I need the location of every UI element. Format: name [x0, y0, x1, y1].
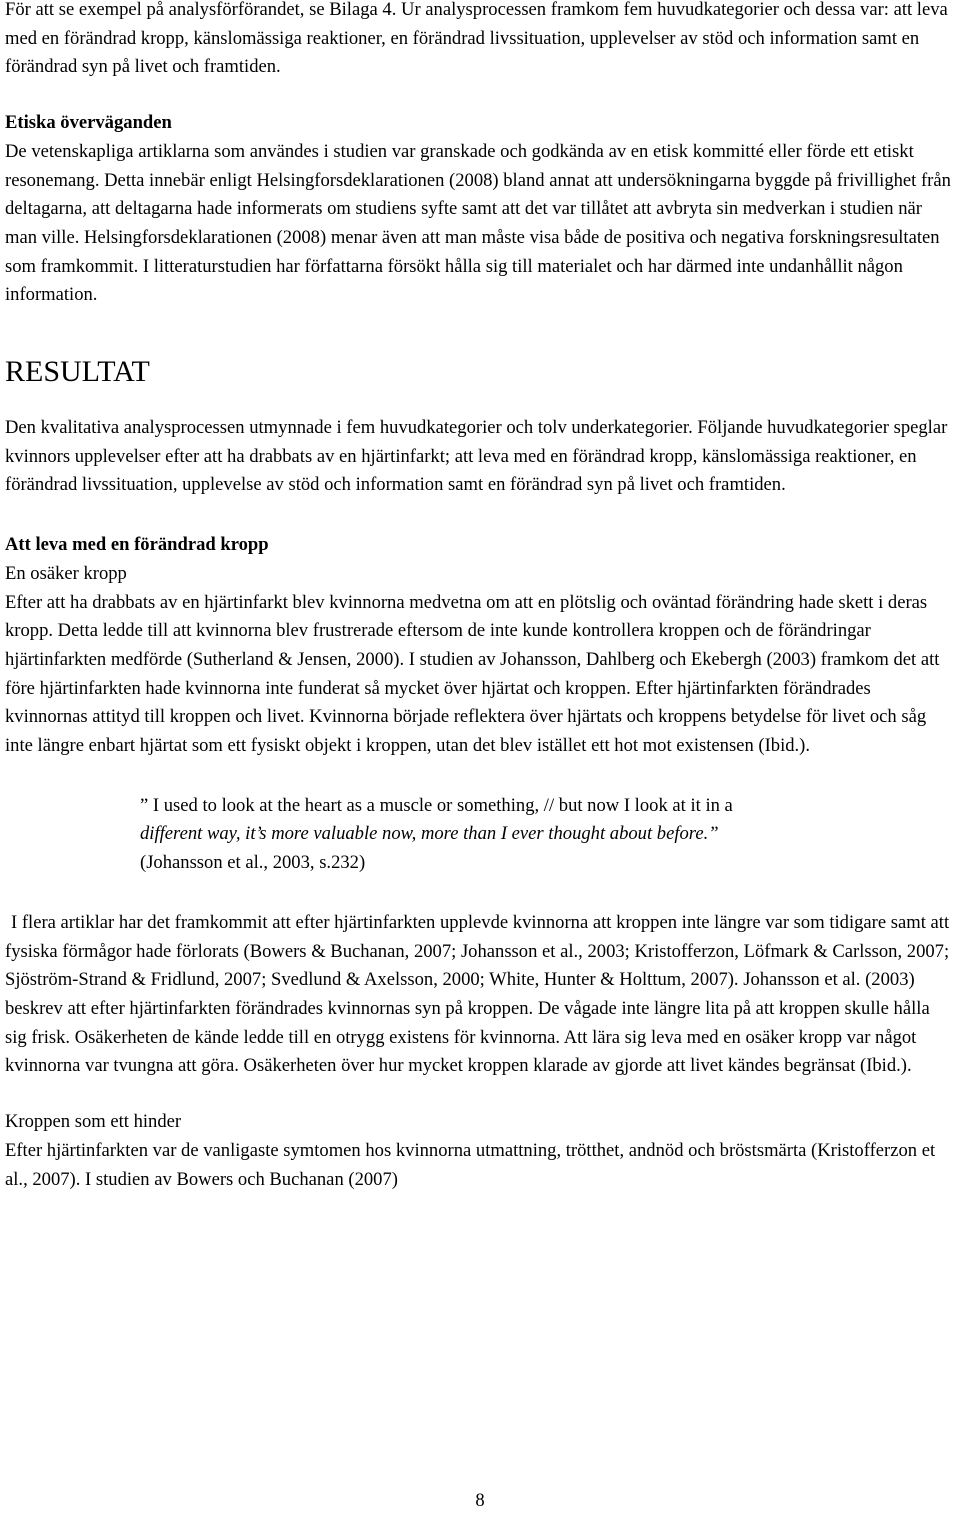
result-intro-paragraph: Den kvalitativa analysprocessen utmynnade i fem huvudkategorier och tolv underkategorier. Följande huvudkategorier speglar kvinnors upplevelser efter att ha drabbats av en hjärtinfarkt; att leva med en förändrad kropp, känslomässiga reaktioner, en förändrad livssituation, upplevelse av stöd och information samt en förändrad syn på livet och framtiden. — [5, 417, 948, 496]
subcategory-heading: En osäker kropp — [5, 562, 127, 584]
document-page — [5, 0, 955, 1194]
spacer — [5, 1081, 955, 1108]
spacer — [5, 878, 955, 909]
subcategory-heading: Kroppen som ett hinder — [5, 1111, 182, 1133]
quote-line: ” I used to look at the heart as a muscle or something, // but now I look at it in a — [140, 794, 733, 816]
page-number: 8 — [475, 1490, 485, 1511]
ethics-paragraph: De vetenskapliga artiklarna som användes i studien var granskade och godkända av en etisk kommitté eller förde ett etiskt resonemang. Detta innebär enligt Helsingforsdeklarationen (2008) bland annat att undersökningarna byggde på frivillighet från deltagarna, att deltagarna hade informerats om studiens syfte samt att det var tillåtet att avbryta sin medverkan i studien när man ville. Helsingforsdeklarationen (2008) menar även att man måste visa både de positiva och negativa forskningsresultaten som framkommit. I litteraturstudien har författarna försökt hålla sig till materialet och har därmed inte undanhållit någon information. — [5, 140, 951, 306]
subcategory-paragraph: Efter att ha drabbats av en hjärtinfarkt blev kvinnorna medvetna om att en plötslig och oväntad förändring hade skett i deras kropp. Detta ledde till att kvinnorna blev frustrerade eftersom de inte kunde kontrollera kroppen och de förändringar hjärtinfarkten medförde (Sutherland & Jensen, 2000). I studien av Johansson, Dahlberg och Ekebergh (2003) framkom det att före hjärtinfarkten hade kvinnorna inte funderat så mycket över hjärtat och kroppen. Efter hjärtinfarkten förändrades kvinnornas attityd till kroppen och livet. Kvinnorna började reflektera över hjärtats och kroppens betydelse för livet och såg inte längre enbart hjärtat som ett fysiskt objekt i kroppen, utan det blev istället ett hot mot existensen (Ibid.). — [5, 591, 940, 757]
subcategory-paragraph: Efter hjärtinfarkten var de vanligaste symtomen hos kvinnorna utmattning, trötthet, andnöd och bröstsmärta (Kristofferzon et al., 2007). I studien av Bowers och Buchanan (2007) — [5, 1139, 936, 1190]
subcategory-paragraph: I flera artiklar har det framkommit att efter hjärtinfarkten upplevde kvinnorna att kroppen inte längre var som tidigare samt att fysiska förmågor hade förlorats (Bowers & Buchanan, 2007; Johansson et al., 2003; Kristofferzon, Löfmark & Carlsson, 2007; Sjöström-Strand & Fridlund, 2007; Svedlund & Axelsson, 2000; White, Hunter & Holttum, 2007). Johansson et al. (2003) beskrev att efter hjärtinfarkten förändrades kvinnornas syn på kroppen. De vågade inte längre lita på att kroppen skulle hålla sig frisk. Osäkerheten de kände ledde till en otrygg existens för kvinnorna. Att lära sig leva med en osäker kropp var något kvinnorna var tvungna att göra. Osäkerheten över hur mycket kroppen klarade av gjorde att livet kändes begränsat (Ibid.). — [5, 911, 950, 1077]
quote-line-italic: different way, it’s more valuable now, more than I ever thought about before.” — [140, 823, 719, 845]
spacer — [5, 82, 955, 109]
intro-paragraph: För att se exempel på analysförförandet, se Bilaga 4. Ur analysprocessen framkom fem huvudkategorier och dessa var: att leva med en förändrad kropp, känslomässiga reaktioner, en förändrad livssituation, upplevelser av stöd och information samt en förändrad syn på livet och framtiden. — [5, 0, 948, 78]
category-heading: Att leva med en förändrad kropp — [5, 534, 269, 556]
result-section-title: RESULTAT — [5, 355, 150, 389]
spacer — [5, 500, 955, 531]
spacer — [5, 761, 955, 792]
quote-citation: (Johansson et al., 2003, s.232) — [140, 852, 366, 874]
block-quote — [140, 792, 950, 878]
ethics-heading: Etiska överväganden — [5, 112, 172, 134]
